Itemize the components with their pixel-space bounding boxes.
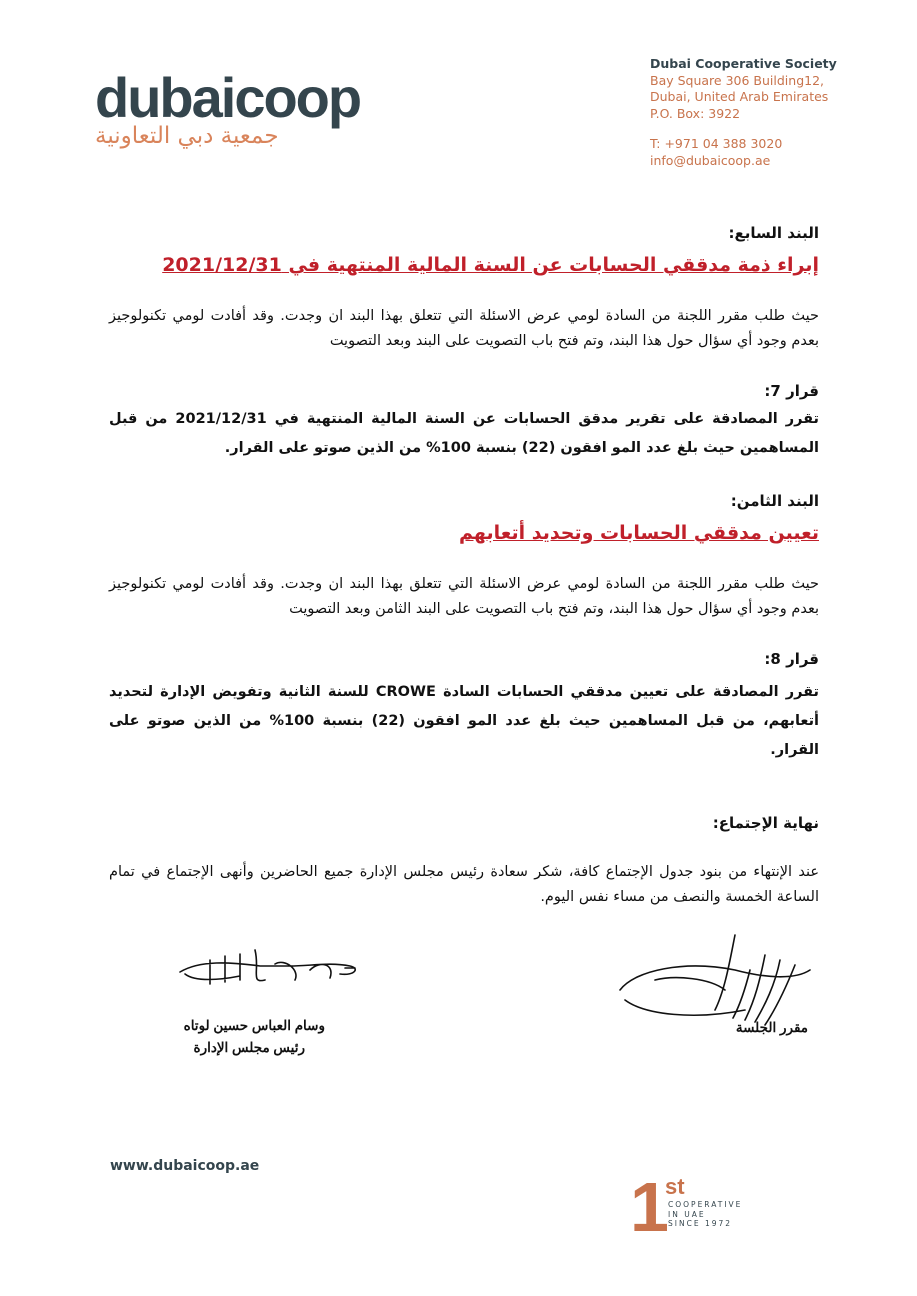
po-box: P.O. Box: 3922: [650, 105, 741, 121]
badge-number: 1: [630, 1168, 669, 1246]
address-line-1: Bay Square 306 Building12,: [650, 72, 825, 88]
chairman-signature: [170, 940, 370, 1000]
item8-heading: البند الثامن:: [730, 492, 819, 510]
item7-body: حيث طلب مقرر اللجنة من السادة لومي عرض الاسئلة التي تتعلق بهذا البند ان وجدت. وقد أفادت لومي تكنولوجيز بعدم وجود أي سؤال حول هذا البند، وتم فتح باب التصويت على البند وبعد التصويت: [109, 308, 819, 349]
logo-wordmark: dubaicoop: [95, 66, 361, 129]
item7-heading: البند السابع:: [728, 224, 819, 242]
decision7-heading: قرار 7:: [764, 382, 819, 400]
phone-number: T: +971 04 388 3020: [650, 136, 783, 151]
item8-body: حيث طلب مقرر اللجنة من السادة لومي عرض الاسئلة التي تتعلق بهذا البند ان وجدت. وقد أفادت لومي تكنولوجيز بعدم وجود أي سؤال حول هذا البند، وتم فتح باب التصويت على البند الثامن وبعد التصويت: [109, 576, 819, 617]
chairman-name: وسام العباس حسين لوتاه: [183, 1018, 325, 1033]
badge-suffix: st: [665, 1174, 685, 1199]
badge-line-3: SINCE 1972: [668, 1219, 733, 1228]
chairman-role: رئيس مجلس الإدارة: [193, 1040, 305, 1055]
address-line-2: Dubai, United Arab Emirates: [650, 89, 829, 104]
rapporteur-signature: [615, 930, 815, 1030]
logo-arabic-wordmark: جمعية دبي التعاونية: [95, 123, 279, 149]
decision8-text: تقرر المصادقة على تعيين مدققي الحسابات السادة CROWE للسنة الثانية وتفويض الإدارة لتحديد أتعابهم، من قبل المساهمين حيث بلغ عدد المو افقون (22) بنسبة 100% من الذين صوتو على القرار.: [109, 684, 820, 758]
rapporteur-role: مقرر الجلسة: [735, 1020, 808, 1035]
closing-heading: نهاية الإجتماع:: [712, 814, 819, 832]
decision8-heading: قرار 8:: [764, 650, 819, 668]
organization-name: Dubai Cooperative Society: [650, 56, 837, 71]
email-address: info@dubaicoop.ae: [650, 152, 771, 168]
decision7-text: تقرر المصادقة على تقرير مدقق الحسابات عن السنة المالية المنتهية في 2021/12/31 من قبل المساهمين حيث بلغ عدد المو افقون (22) بنسبة 100% من الذين صوتو على القرار.: [109, 411, 819, 456]
item8-title: تعيين مدققي الحسابات وتحديد أتعابهم: [459, 522, 819, 544]
organization-contact-block: [650, 56, 837, 169]
dubaicoop-logo: [95, 66, 375, 150]
website-url: www.dubaicoop.ae: [110, 1158, 260, 1174]
closing-body: عند الإنتهاء من بنود جدول الإجتماع كافة، شكر سعادة رئيس مجلس الإدارة جميع الحاضرين وأنهى الإجتماع في تمام الساعة الخمسة والنصف من مساء نفس اليوم.: [109, 864, 819, 905]
badge-line-2: IN UAE: [668, 1209, 706, 1219]
item7-title: إبراء ذمة مدققي الحسابات عن السنة المالية المنتهية في 2021/12/31: [162, 254, 819, 276]
badge-caption: [668, 1200, 742, 1229]
first-cooperative-badge: [630, 1168, 760, 1247]
badge-line-1: COOPERATIVE: [668, 1200, 743, 1209]
